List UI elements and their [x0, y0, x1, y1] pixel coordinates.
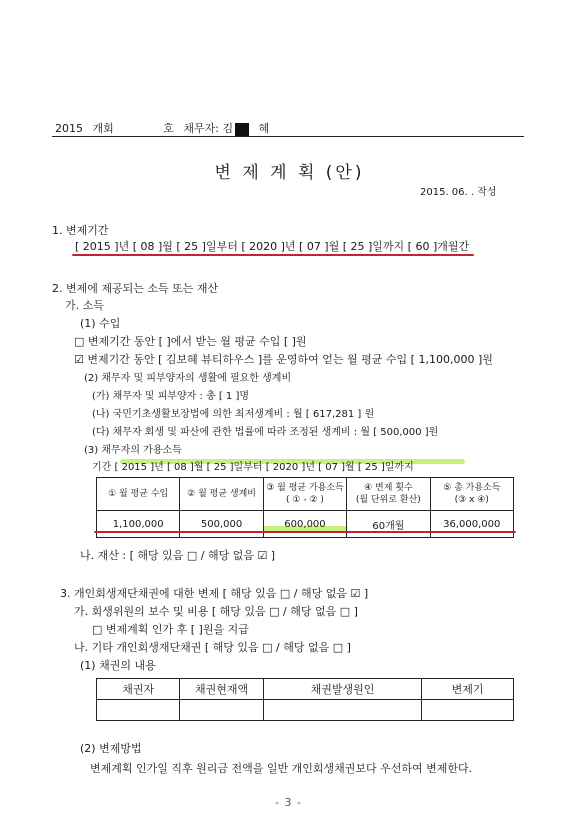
other-claims: 나. 기타 개인회생재단채권 [ 해당 있음 □ / 해당 없음 □ ]	[74, 641, 351, 654]
debtor-label: 채무자: 김	[183, 122, 234, 135]
disposable-income-table	[96, 477, 514, 538]
case-year: 2015	[55, 122, 83, 135]
commissioner-fee: 가. 회생위원의 보수 및 비용 [ 해당 있음 □ / 해당 없음 □ ]	[74, 605, 358, 618]
living-cost-minimum: (나) 국민기초생활보장법에 의한 최저생계비 : 월 [ 617,281 ] 원	[92, 409, 375, 420]
section1-heading: 1. 변제기간	[52, 224, 109, 237]
header-rule	[52, 136, 524, 137]
period-red-underline	[72, 254, 474, 256]
repayment-period: [ 2015 ]년 [ 08 ]월 [ 25 ]일부터 [ 2020 ]년 [ 07 ]월 [ 25 ]일까지 [ 60 ]개월간	[75, 240, 470, 253]
case-header	[55, 120, 275, 136]
income-table-header: ④ 변제 횟수 (월 단위로 환산)	[347, 478, 430, 511]
redaction-block	[235, 123, 249, 136]
income-table-cell: 60개월	[347, 511, 430, 538]
method-text: 변제계획 인가일 직후 원리금 전액을 일반 개인회생채권보다 우선하여 변제한다.	[90, 762, 473, 775]
creditor-table-cell	[422, 700, 514, 721]
creditor-table-header: 채권현재액	[180, 679, 263, 700]
document-title: 변 제 계 획 (안)	[214, 163, 365, 183]
income-option-a: □ 변제기간 동안 [ ]에서 받는 월 평균 수입 [ ]원	[74, 335, 307, 348]
disposable-period: 기간 [ 2015 ]년 [ 08 ]월 [ 25 ]일부터 [ 2020 ]년 [ 07 ]월 [ 25 ]일까지	[92, 462, 414, 473]
income-table-cell: 500,000	[180, 511, 263, 538]
income-table-header: ① 월 평균 수입	[97, 478, 180, 511]
income-table-header: ⑤ 총 가용소득 (③ x ④)	[430, 478, 513, 511]
living-cost-heading: (2) 채무자 및 피부양자의 생활에 필요한 생계비	[84, 373, 292, 384]
creditor-table-cell	[180, 700, 263, 721]
income-table-cell: 36,000,000	[430, 511, 513, 538]
living-cost-dependents: (가) 채무자 및 피부양자 : 총 [ 1 ]명	[92, 391, 250, 402]
income-table-header: ③ 월 평균 가용소득 ( ① - ② )	[263, 478, 346, 511]
method-heading: (2) 변제방법	[80, 742, 142, 755]
page-number: - 3 -	[275, 796, 302, 809]
creditor-table-cell	[97, 700, 180, 721]
creditor-table-header: 변제기	[422, 679, 514, 700]
debtor-suffix: 혜	[258, 122, 270, 135]
property-line: 나. 재산 : [ 해당 있음 □ / 해당 없음 ☑ ]	[80, 549, 276, 562]
income-heading: (1) 수입	[80, 317, 121, 330]
commissioner-fee-sub: □ 변제계획 인가 후 [ ]원을 지급	[92, 623, 249, 636]
income-table-cell: 1,100,000	[97, 511, 180, 538]
document-date: 2015. 06. . 작성	[420, 187, 497, 198]
creditor-table-header: 채권발생원인	[263, 679, 421, 700]
case-number-label: 호	[163, 122, 174, 135]
living-cost-adjusted: (다) 채무자 회생 및 파산에 관한 법률에 따라 조정된 생계비 : 월 [ 500,000 ]원	[92, 427, 439, 438]
creditor-table-row	[97, 700, 514, 721]
creditor-table	[96, 678, 514, 721]
section3-heading: 3. 개인회생재단채권에 대한 변제 [ 해당 있음 □ / 해당 없음 ☑ ]	[60, 587, 369, 600]
income-table-row	[97, 511, 514, 538]
income-table-header-row	[97, 478, 514, 511]
table-red-underline	[94, 531, 516, 533]
creditor-table-header-row	[97, 679, 514, 700]
income-option-b: ☑ 변제기간 동안 [ 김보혜 뷰티하우스 ]를 운영하여 얻는 월 평균 수입 [ 1,100,000 ]원	[74, 353, 493, 366]
creditor-table-header: 채권자	[97, 679, 180, 700]
income-table-cell: 600,000	[263, 511, 346, 538]
claims-heading: (1) 채권의 내용	[80, 659, 156, 672]
disposable-income-heading: (3) 채무자의 가용소득	[84, 445, 182, 456]
income-ga: 가. 소득	[65, 299, 104, 312]
creditor-table-cell	[263, 700, 421, 721]
case-type: 개회	[92, 122, 114, 135]
income-table-header: ② 월 평균 생계비	[180, 478, 263, 511]
section2-heading: 2. 변제에 제공되는 소득 또는 재산	[52, 282, 219, 295]
